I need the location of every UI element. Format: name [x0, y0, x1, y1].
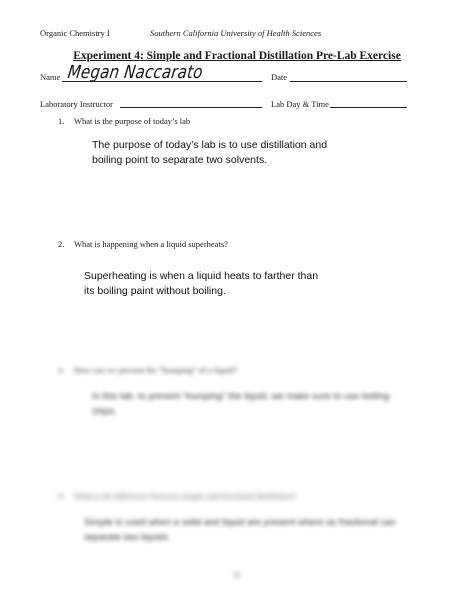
- question-1-number: 1.: [58, 116, 65, 126]
- question-4-text: What is the difference between simple and fractional distillation?: [74, 491, 296, 501]
- answer-3-line-1: In this lab, to prevent “bumping” the liquid, we make sure to use boiling: [92, 391, 390, 402]
- question-2-number: 2.: [58, 239, 65, 249]
- instructor-label: Laboratory Instructor: [40, 99, 113, 109]
- lab-day-label: Lab Day & Time: [271, 99, 329, 109]
- page-title-text: Experiment 4: Simple and Fractional Distillation Pre-Lab Exercise: [73, 50, 401, 62]
- question-1-text: What is the purpose of today’s lab: [74, 116, 191, 126]
- date-line[interactable]: [290, 81, 407, 82]
- lab-day-line[interactable]: [330, 107, 407, 108]
- page-title: [0, 50, 474, 62]
- name-label: Name: [40, 72, 61, 82]
- school-name: Southern California University of Health Sciences: [150, 28, 322, 38]
- answer-4-line-1: Simple is used when a solid and liquid are present where as fractional can: [84, 517, 396, 528]
- course-name: Organic Chemistry I: [40, 28, 110, 38]
- answer-1-line-1: The purpose of today’s lab is to use distillation and: [92, 139, 328, 151]
- answer-1-line-2: boiling point to separate two solvents.: [92, 154, 268, 166]
- answer-2-line-2: its boiling paint without boiling.: [84, 285, 226, 297]
- page-number: 22: [233, 571, 241, 579]
- question-3-text: How can we prevent the “bumping” of a liquid?: [74, 365, 238, 375]
- question-4-number: 4.: [58, 491, 65, 501]
- instructor-line[interactable]: [120, 107, 262, 108]
- name-signature: Megan Naccarato: [66, 61, 205, 83]
- question-2-text: What is happening when a liquid superheats?: [74, 239, 228, 249]
- answer-3-line-2: chips.: [92, 406, 117, 417]
- answer-2-line-1: Superheating is when a liquid heats to farther than: [84, 270, 319, 282]
- answer-4-line-2: separate two liquids.: [84, 532, 171, 543]
- date-label: Date: [271, 72, 288, 82]
- question-3-number: 3.: [58, 365, 65, 375]
